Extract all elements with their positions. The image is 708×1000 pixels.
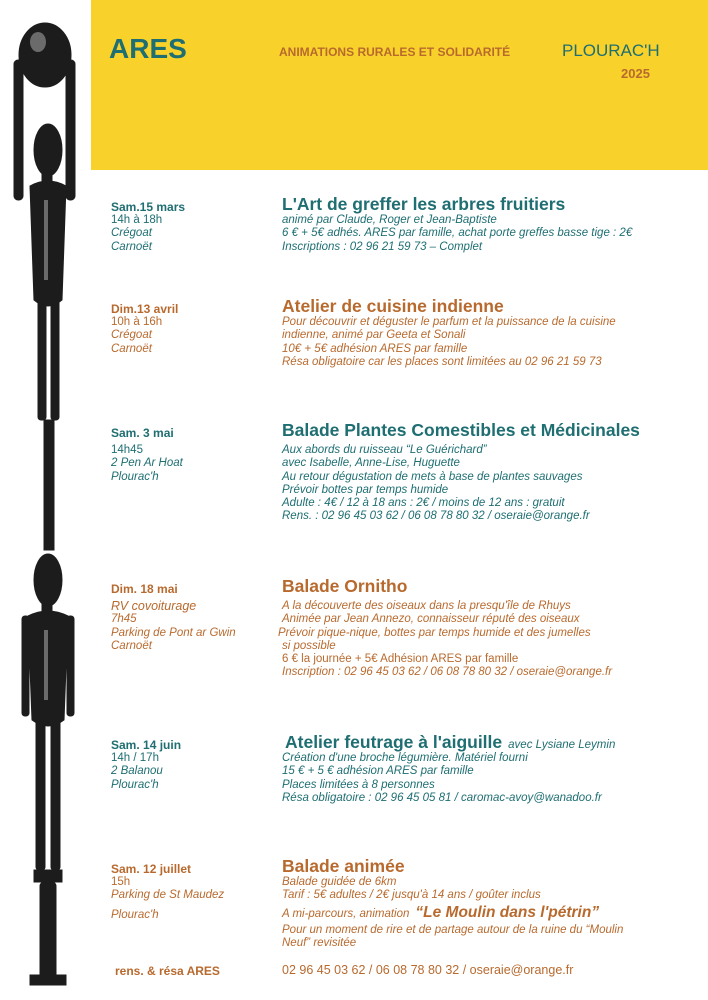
event-line: Adulte : 4€ / 12 à 18 ans : 2€ / moins de 12 ans : gratuit [282, 497, 565, 510]
event-place: Crégoat [111, 329, 152, 342]
event-line: Places limitées à 8 personnes [282, 778, 435, 791]
event-details-right [282, 444, 590, 524]
event-line: A la découverte des oiseaux dans la presqu'île de Rhuys [282, 600, 571, 612]
event-commune: Plourac'h [111, 470, 159, 483]
event-date: Sam. 14 juin [111, 738, 182, 752]
event-line: Création d'une broche légumière. Matériel fourni [282, 752, 528, 764]
event-line: Résa obligatoire car les places sont limitées au 02 96 21 59 73 [282, 355, 602, 368]
event-time: 7h45 [111, 613, 137, 626]
event-line: 6 € + 5€ adhés. ARES par famille, achat porte greffes basse tige : 2€ [282, 227, 633, 240]
event-title: Balade Plantes Comestibles et Médicinales [282, 420, 640, 440]
footer-label: rens. & résa ARES [115, 964, 220, 978]
event-details-left [111, 752, 163, 792]
footer-contacts: 02 96 45 03 62 / 06 08 78 80 32 / oseraie@orange.fr [282, 963, 574, 977]
event-line: Rens. : 02 96 45 03 62 / 06 08 78 80 32 / oseraie@orange.fr [282, 510, 590, 523]
event-time: 14h à 18h [111, 214, 163, 226]
event-line-text: A mi-parcours, animation [282, 907, 410, 920]
event-meeting: RV covoiturage [111, 599, 197, 613]
event-date: Sam. 12 juillet [111, 862, 192, 876]
event-line: Tarif : 5€ adultes / 2€ jusqu'à 14 ans / goûter inclus [282, 889, 541, 902]
event-commune: Carnoët [111, 342, 152, 355]
event-line: Prévoir pique-nique, bottes par temps humide et des jumelles [278, 626, 591, 639]
event-commune: Carnoët [111, 639, 152, 652]
event-details-left [111, 214, 162, 254]
event-place: Crégoat [111, 227, 152, 240]
event-line: avec Isabelle, Anne-Lise, Huguette [282, 457, 460, 470]
event-place: Parking de St Maudez [111, 889, 225, 902]
event-title: Balade animée [282, 856, 405, 876]
event-line: Résa obligatoire : 02 96 45 05 81 / caromac-avoy@wanadoo.fr [282, 791, 602, 804]
event-title: L'Art de greffer les arbres fruitiers [282, 194, 566, 214]
event-line: Animée par Jean Annezo, connaisseur réputé des oiseaux [282, 613, 580, 626]
event-commune: Plourac'h [111, 908, 159, 921]
event-line: animé par Claude, Roger et Jean-Baptiste [282, 214, 497, 226]
event-line: Pour un moment de rire et de partage autour de la ruine du “Moulin [282, 923, 624, 936]
event-line: Neuf” revisitée [282, 936, 357, 949]
event-details-right [282, 876, 623, 950]
event-date: Dim. 18 mai [111, 582, 178, 596]
event-title: Atelier de cuisine indienne [282, 296, 504, 316]
event-date: Dim.13 avril [111, 302, 179, 316]
event-time: 14h45 [111, 444, 143, 456]
event-commune: Carnoët [111, 240, 152, 253]
event-line: Aux abords du ruisseau “Le Guérichard” [282, 444, 487, 456]
event-details-left [111, 444, 183, 484]
event-line: 6 € la journée + 5€ Adhésion ARES par famille [282, 653, 519, 666]
header-banner [91, 0, 708, 170]
event-title: Balade Ornitho [282, 576, 408, 596]
event-time: 10h à 16h [111, 316, 163, 328]
event-details-right [282, 214, 632, 254]
event-line: Au retour dégustation de mets à base de plantes sauvages [282, 470, 583, 483]
event-place: 2 Pen Ar Hoat [111, 457, 183, 470]
event-place: 2 Balanou [111, 765, 163, 778]
event-date: Sam. 3 mai [111, 426, 174, 440]
totem-illustration [0, 0, 100, 1000]
event-line: si possible [282, 639, 336, 652]
event-commune: Plourac'h [111, 778, 159, 791]
event-date: Sam.15 mars [111, 200, 186, 214]
town-name: PLOURAC'H [562, 41, 660, 60]
event-place: Parking de Pont ar Gwin [111, 626, 236, 639]
event-line: Inscription : 02 96 45 03 62 / 06 08 78 80 32 / oseraie@orange.fr [282, 666, 613, 679]
event-title-extra: avec Lysiane Leymin [508, 739, 616, 751]
event-details-left [111, 316, 162, 356]
event-line: Pour découvrir et déguster le parfum et la puissance de la cuisine [282, 316, 616, 328]
event-highlight: “Le Moulin dans l'pétrin” [415, 903, 600, 921]
event-time: 14h / 17h [111, 752, 159, 764]
event-details-left [111, 876, 224, 922]
year: 2025 [621, 66, 650, 81]
assoc-name: ANIMATIONS RURALES ET SOLIDARITÉ [279, 45, 511, 59]
event-details-right [282, 752, 602, 805]
event-line: Inscriptions : 02 96 21 59 73 – Complet [282, 240, 483, 253]
event-line: 15 € + 5 € adhésion ARES par famille [282, 765, 474, 778]
event-details-left [111, 600, 236, 653]
event-details-right [278, 600, 613, 680]
event-line: 10€ + 5€ adhésion ARES par famille [282, 342, 468, 355]
event-line: indienne, animé par Geeta et Sonali [282, 329, 466, 342]
event-line: Balade guidée de 6km [282, 876, 397, 888]
event-details-right [282, 316, 616, 369]
event-title [285, 732, 615, 753]
event-line: Prévoir bottes par temps humide [282, 483, 449, 496]
event-title-text: Atelier feutrage à l'aiguille [285, 732, 503, 752]
org-name: ARES [109, 33, 187, 64]
event-time: 15h [111, 876, 131, 888]
event-line [282, 903, 623, 924]
